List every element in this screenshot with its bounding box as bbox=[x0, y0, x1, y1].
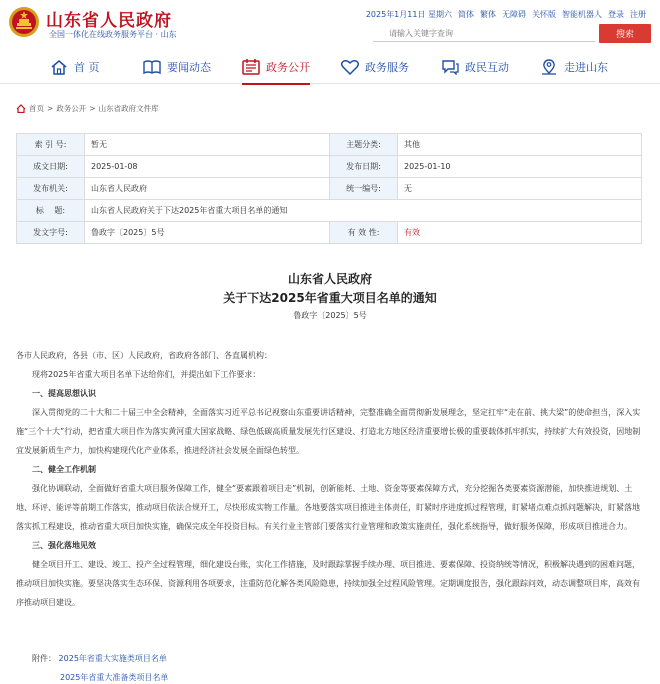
doc-title: 关于下达2025年省重大项目名单的通知 bbox=[223, 291, 437, 305]
table-row bbox=[17, 200, 642, 222]
table-row bbox=[17, 134, 642, 156]
nav-item-home[interactable] bbox=[50, 50, 100, 84]
link-accessibility[interactable]: 无障碍 bbox=[502, 10, 526, 19]
nav-label-gov-open: 政务公开 bbox=[266, 61, 310, 74]
link-care-mode[interactable]: 关怀版 bbox=[532, 10, 556, 19]
nav-label-news: 要闻动态 bbox=[167, 61, 211, 74]
document-icon bbox=[242, 59, 260, 75]
table-row bbox=[17, 156, 642, 178]
attachments bbox=[32, 649, 168, 684]
nav-label-home: 首 页 bbox=[74, 61, 100, 74]
meta-value: 山东省人民政府 bbox=[85, 178, 330, 200]
nav-label-interaction: 政民互动 bbox=[465, 61, 509, 74]
meta-key: 发布机关: bbox=[17, 178, 85, 200]
attachment-link[interactable]: 2025年省重大实施类项目名单 bbox=[58, 654, 167, 663]
nav-label-gov-service: 政务服务 bbox=[365, 61, 409, 74]
meta-value: 其他 bbox=[398, 134, 642, 156]
location-icon bbox=[540, 59, 558, 75]
nav-item-news[interactable] bbox=[143, 50, 211, 84]
nav-item-about-shandong[interactable] bbox=[540, 50, 608, 84]
link-login[interactable]: 登录 bbox=[608, 10, 624, 19]
meta-key: 索 引 号: bbox=[17, 134, 85, 156]
search-input[interactable] bbox=[373, 25, 595, 42]
link-robot[interactable]: 智能机器人 bbox=[562, 10, 602, 19]
section-heading: 二、健全工作机制 bbox=[32, 465, 96, 474]
doc-number: 鲁政字〔2025〕5号 bbox=[293, 311, 367, 320]
meta-value: 2025-01-08 bbox=[85, 156, 330, 178]
nav-item-interaction[interactable] bbox=[441, 50, 509, 84]
book-icon bbox=[143, 59, 161, 75]
table-row bbox=[17, 178, 642, 200]
link-traditional[interactable]: 繁体 bbox=[480, 10, 496, 19]
site-subtitle[interactable]: 全国一体化在线政务服务平台 · 山东 bbox=[49, 30, 177, 39]
nav-item-gov-open[interactable] bbox=[242, 50, 310, 84]
meta-key: 成文日期: bbox=[17, 156, 85, 178]
nav-item-gov-service[interactable] bbox=[341, 50, 409, 84]
meta-key: 主题分类: bbox=[330, 134, 398, 156]
chat-icon bbox=[441, 59, 459, 75]
breadcrumb-separator: > bbox=[89, 104, 96, 113]
attachment-link[interactable]: 2025年省重大准备类项目名单 bbox=[60, 673, 169, 682]
meta-value: 鲁政字〔2025〕5号 bbox=[85, 222, 330, 244]
meta-value: 暂无 bbox=[85, 134, 330, 156]
section-paragraph: 深入贯彻党的二十大和二十届三中全会精神，全面落实习近平总书记视察山东重要讲话精神，完整准确全面贯彻新发展理念，坚定扛牢“走在前、挑大梁”的使命担当，深入实施“三个十大”行动，把省重大项目作为落实黄河重大国家战略、绿色低碳高质量发展先行区建设、打造北方地区经济重要增长极的重要载体抓牢抓实，持续扩大有效投资，因地制宜发展新质生产力，加快构建现代化产业体系，推进经济社会发展全面绿色转型。 bbox=[16, 408, 641, 455]
breadcrumb-separator: > bbox=[47, 104, 54, 113]
breadcrumb-home[interactable]: 首页 bbox=[29, 104, 44, 113]
section-paragraph: 健全项目开工、建设、竣工、投产全过程管理，细化建设台账，实化工作措施，及时跟踪掌握手续办理、项目推进、要素保障、投资纳统等情况，积极解决遇到的困难问题，推动项目加快实施。要坚决落实生态环保、资源利用各项要求，注重防范化解各类风险隐患，持续加强全过程风险管理。定期调度报告，强化跟踪问效，动态调整项目库，高效有序推动项目建设。 bbox=[16, 560, 640, 607]
national-emblem-icon bbox=[8, 6, 40, 38]
top-links-bar bbox=[366, 9, 646, 20]
heart-icon bbox=[341, 59, 359, 75]
meta-key: 统一编号: bbox=[330, 178, 398, 200]
doc-intro: 现将2025年省重大项目名单下达给你们，并提出如下工作要求： bbox=[32, 370, 261, 379]
meta-key: 发布日期: bbox=[330, 156, 398, 178]
attachments-label: 附件： bbox=[32, 654, 56, 663]
nav-label-about-shandong: 走进山东 bbox=[564, 61, 608, 74]
current-date: 2025年1月11日 星期六 bbox=[365, 10, 452, 19]
meta-key: 发文字号: bbox=[17, 222, 85, 244]
search-button[interactable]: 搜索 bbox=[599, 24, 651, 43]
home-icon bbox=[16, 104, 26, 113]
doc-issuer: 山东省人民政府 bbox=[287, 272, 372, 286]
site-title[interactable]: 山东省人民政府 bbox=[46, 11, 172, 31]
section-heading: 一、提高思想认识 bbox=[32, 389, 96, 398]
site-header bbox=[0, 0, 660, 47]
table-row bbox=[17, 222, 642, 244]
section-heading: 三、强化落地见效 bbox=[32, 541, 96, 550]
link-simplified[interactable]: 简体 bbox=[458, 10, 474, 19]
meta-key: 标 题: bbox=[17, 200, 85, 222]
meta-value: 无 bbox=[398, 178, 642, 200]
breadcrumb-doc-library[interactable]: 山东省政府文件库 bbox=[98, 104, 159, 113]
document-body bbox=[16, 346, 642, 612]
document-meta-table bbox=[16, 133, 642, 244]
doc-salutation: 各市人民政府，各县（市、区）人民政府，省政府各部门、各直属机构： bbox=[16, 351, 272, 360]
link-register[interactable]: 注册 bbox=[630, 10, 646, 19]
main-nav bbox=[0, 50, 660, 84]
breadcrumb bbox=[16, 103, 159, 114]
validity-status: 有效 bbox=[398, 222, 642, 244]
home-icon bbox=[50, 59, 68, 75]
meta-value: 山东省人民政府关于下达2025年省重大项目名单的通知 bbox=[85, 200, 642, 222]
section-paragraph: 强化协调联动，全面做好省重大项目服务保障工作，健全“要素跟着项目走”机制，创新能耗、土地、资金等要素保障方式，充分挖掘各类要素资源潜能，加快推进规划、土地、环评、能评等前期工作落实，推动项目依法合规开工，尽快形成实物工作量。各地要落实项目推进主体责任，盯紧时序进度抓过程管理，盯紧堵点难点抓问题解决，盯紧落地落实抓工程建设，推动省重大项目加快实施，确保完成全年投资目标。有关行业主管部门要落实行业管理和政策实施责任，强化系统指导，做好服务保障，形成项目推进合力。 bbox=[16, 484, 640, 531]
meta-value: 2025-01-10 bbox=[398, 156, 642, 178]
meta-key: 有 效 性: bbox=[330, 222, 398, 244]
breadcrumb-gov-open[interactable]: 政务公开 bbox=[56, 104, 87, 113]
